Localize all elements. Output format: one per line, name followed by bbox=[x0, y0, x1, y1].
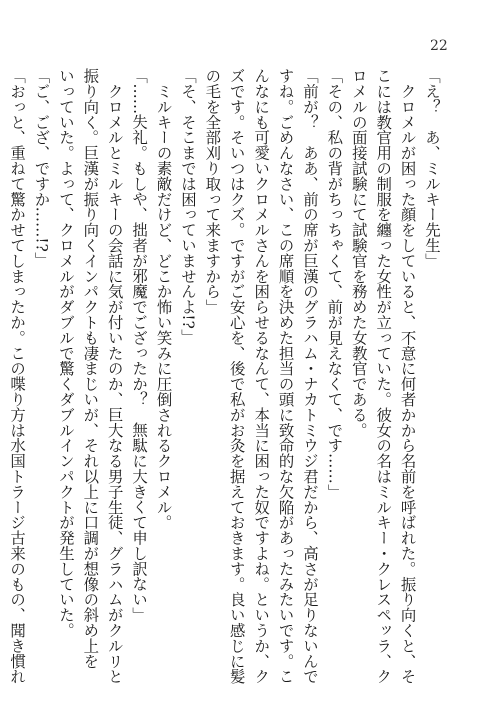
text-line: こには教官用の制服を纏った女性が立っていた。彼女の名はミルキー・クレスペッラ、ク bbox=[374, 68, 393, 684]
text-line: いっていた。よって、クロメルがダブルで驚くダブルインパクトが発生していた。 bbox=[56, 68, 75, 638]
text-line: 「おっと、重ねて驚かせてしまったか。この喋り方は水国トラージ古来のもの、聞き慣れ bbox=[8, 68, 27, 684]
text-line: 「前が？ ああ、前の席が巨漢のグラハム・ナカトミウジ君だから、高さが足りないんで bbox=[300, 68, 319, 684]
text-line: 「そ、そこまでは困っていませんよ!?」 bbox=[178, 68, 197, 345]
body-text bbox=[5, 68, 444, 684]
text-line: の毛を全部刈り取って来ますから」 bbox=[203, 68, 222, 315]
text-line: 「え？ あ、ミルキー先生」 bbox=[423, 68, 441, 269]
text-line: 「……失礼。もしや、拙者が邪魔でござったか？ 無駄に大きくて申し訳ない」 bbox=[130, 68, 149, 623]
text-line: クロメルとミルキーの会話に気が付いたのか、巨大なる男子生徒、グラハムがクルリと bbox=[105, 68, 124, 684]
text-line: ズです。そいつはクズ。ですがご安心を、後で私がお灸を据えておきます。良い感じに髪 bbox=[227, 68, 246, 684]
text-line: ロメルの面接試験にて試験官を務めた女教官である。 bbox=[349, 68, 368, 438]
page-number: 22 bbox=[430, 38, 448, 54]
text-line: 振り向く。巨漢が振り向くインパクトも凄まじいが、それ以上に口調が想像の斜め上を bbox=[81, 68, 100, 669]
text-line: ミルキーの素敵だけど、どこか怖い笑みに圧倒されるクロメル。 bbox=[154, 68, 173, 530]
text-line: すね。ごめんなさい、この席順を決めた担当の頭に致命的な欠陥があったみたいです。こ bbox=[276, 68, 295, 684]
text-line: 「ご、ござ、ですか……!?」 bbox=[32, 68, 51, 268]
text-line: クロメルが困った顔をしていると、不意に何者かから名前を呼ばれた。振り向くと、そ bbox=[398, 68, 417, 684]
text-line: んなにも可愛いクロメルさんを困らせるなんて、本当に困った奴ですよね。というか、ク bbox=[252, 68, 271, 684]
text-line: 「その、私の背がちっちゃくて、前が見えなくて、です……」 bbox=[325, 68, 344, 500]
